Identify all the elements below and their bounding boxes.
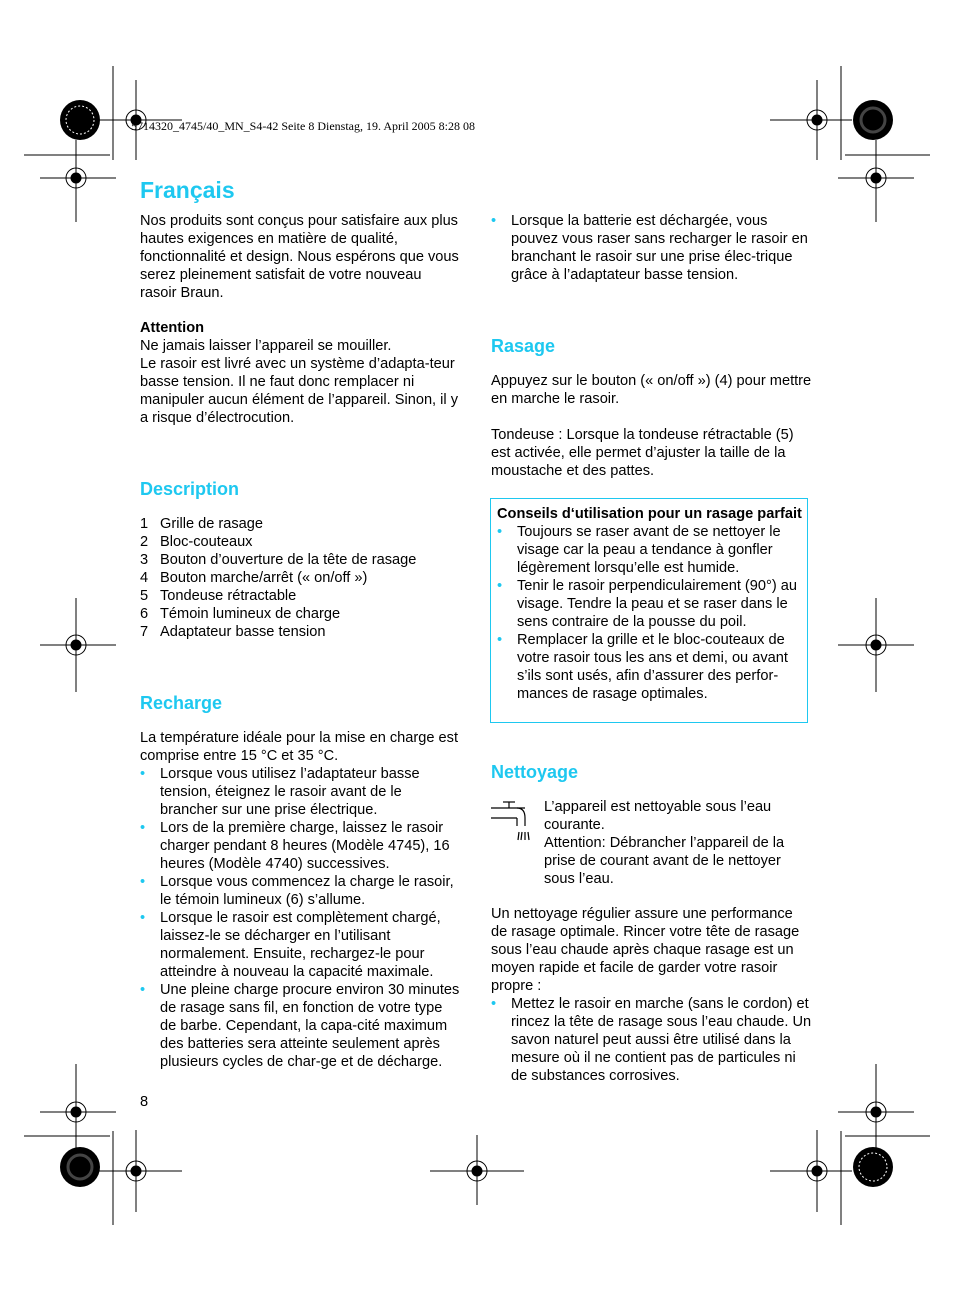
faucet-icon [491, 800, 535, 844]
list-item: • Tenir le rasoir perpendiculairement (90°) au visage. Tendre la peau et se raser dans le sens contraire de la pousse du poil. [497, 577, 803, 631]
list-item: 1 Grille de rasage [140, 516, 264, 532]
battery-note [491, 212, 813, 284]
nettoyage-section: Un nettoyage régulier assure une performance de rasage optimale. Rincer votre tête de rasage sous l’eau chaude après chaque rasage est un moyen rapide et facile de garder votre rasoir propre : • Mettez le rasoir en marche (sans le cordon) et rincez la tête de rasage sous l’eau chaude. Un savon naturel peut aussi être utilisé dans la mesure où il ne contient pas de particules ni de substances corrosives. [491, 905, 813, 1085]
page-number: 8 [140, 1094, 149, 1110]
attention-line: Le rasoir est livré avec un système d’adapta-teur basse tension. Il ne faut donc remplacer ni manipuler aucun élément de l’appareil. Sinon, il y a risque d’électrocution. [140, 356, 459, 426]
recharge-section [140, 729, 462, 1071]
description-heading: Description [140, 479, 240, 499]
intro-paragraph: Nos produits sont conçus pour satisfaire aux plus hautes exigences en matière de qualité, fonctionnalité et design. Nous espérons que vous serez pleinement satisfait de votre nouveau rasoir Braun. [140, 213, 459, 301]
description-list [140, 515, 462, 641]
list-item: • Lorsque le rasoir est complètement chargé, laissez-le se décharger en l’utilisant normalement. Ensuite, rechargez-le pour atteindre à nouveau la capacité maximale. [140, 909, 462, 981]
attention-line: Ne jamais laisser l’appareil se mouiller. [140, 338, 392, 354]
tips-box [490, 498, 808, 723]
recharge-intro: La température idéale pour la mise en charge est comprise entre 15 °C et 35 °C. [140, 730, 459, 764]
page-title: Français [140, 177, 235, 203]
list-item: 5 Tondeuse rétractable [140, 588, 297, 604]
recharge-heading: Recharge [140, 693, 223, 713]
list-item: • Lors de la première charge, laissez le rasoir charger pendant 8 heures (Modèle 4745), 16 heures (Modèle 4740) successives. [140, 819, 462, 873]
rasage-heading: Rasage [491, 336, 556, 356]
list-item: • Lorsque vous commencez la charge le rasoir, le témoin lumineux (6) s’allume. [140, 873, 462, 909]
list-item: 7 Adaptateur basse tension [140, 624, 326, 640]
list-item: • Une pleine charge procure environ 30 minutes de rasage sans fil, en fonction de votre type de barbe. Cependant, la capa-cité maximum des batteries sera atteinte seulement après plusieurs cycles de char-ge et de décharge. [140, 981, 462, 1071]
tips-heading: Conseils d‘utilisation pour un rasage parfait [497, 506, 802, 522]
list-item: • Remplacer la grille et le bloc-couteaux de votre rasoir tous les ans et demi, ou avant s’ils sont usés, afin d’assurer des perfor-mances de rasage optimales. [497, 631, 803, 703]
list-item: • Toujours se raser avant de se nettoyer le visage car la peau a tendance à gonfler légèrement lorsqu’elle est humide. [497, 523, 803, 577]
list-item: • Lorsque vous utilisez l’adaptateur basse tension, éteignez le rasoir avant de le brancher sur une prise électrique. [140, 765, 462, 819]
attention-section [140, 319, 462, 427]
attention-heading: Attention [140, 320, 205, 336]
nettoyage-icon-note: L’appareil est nettoyable sous l’eau courante. Attention: Débrancher l’appareil de la prise de courant avant de le nettoyer sous l’eau. [544, 799, 785, 887]
list-item: 6 Témoin lumineux de charge [140, 606, 341, 622]
list-item: • Lorsque la batterie est déchargée, vous pouvez vous raser sans recharger le rasoir en branchant le rasoir sur une prise élec-trique grâce à l’adaptateur basse tension. [491, 212, 813, 284]
list-item: • Mettez le rasoir en marche (sans le cordon) et rincez la tête de rasage sous l’eau chaude. Un savon naturel peut aussi être utilisé dans la mesure où il ne contient pas de particules ni de substances corrosives. [491, 995, 813, 1085]
nettoyage-heading: Nettoyage [491, 762, 579, 782]
rasage-section: Appuyez sur le bouton (« on/off ») (4) pour mettre en marche le rasoir. Tondeuse : Lorsque la tondeuse rétractable (5) est activée, elle permet d’ajuster la taille de la moustache et des pattes. [491, 373, 812, 479]
list-item: 2 Bloc-couteaux [140, 534, 253, 550]
print-slug: 5714320_4745/40_MN_S4-42 Seite 8 Dienstag, 19. April 2005 8:28 08 [131, 119, 475, 133]
list-item: 3 Bouton d’ouverture de la tête de rasage [140, 552, 417, 568]
list-item: 4 Bouton marche/arrêt (« on/off ») [140, 570, 368, 586]
